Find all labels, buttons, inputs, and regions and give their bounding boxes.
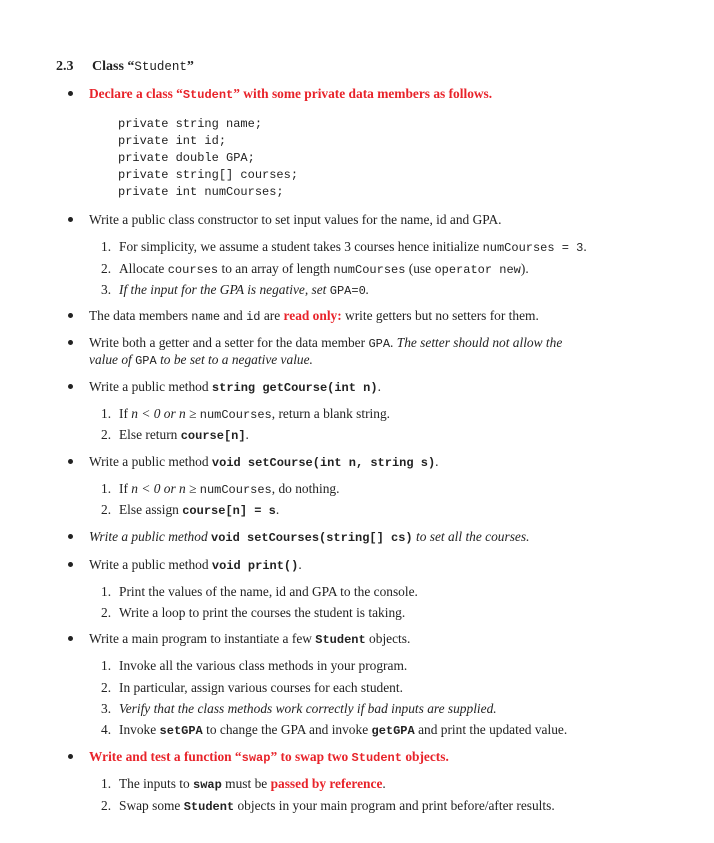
list-item: 2. Write a loop to print the courses the student is taking. [101, 605, 406, 620]
list-item: 2. Allocate courses to an array of length numCourses (use operator new). [101, 261, 529, 277]
document-page: 2.3 Class “Student” Declare a class “Student” with some private data members as follows. private string name; private int id; private double GPA; private string[] courses; private int numCourses; Write a public class constructor to set input values for the name, id and GPA. 1. For simplicity, we assume a student takes 3 courses hence initialize numCourses = 3. 2. Allocate courses to an array of length numCourses (use operator new). 3. If the input for the GPA is negative, set GPA=0. The data members name and id are read only: write getters but no setters for them. Write both a getter and a setter for the data member GPA. The setter should not allow the value of GPA to be set to a negative value. Write a public method string getCourse(int n). 1. If n < 0 or n ≥ numCourses, return a blank string. 2. Else return course[n]. Write a public method void setCourse(int n, string s). 1. If n < 0 or n ≥ numCourses, do nothing. 2. Else assign course[n] = s. Write a public method void setCourses(string[] cs) to set all the courses. Write a public method void print(). 1. Print the values of the name, id and GPA to the console. 2. Write a loop to print the courses the student is taking. Write a main program to instantiate a few Student objects. 1. Invoke all the various class methods in your program. 2. In particular, assign various courses for each student. 3. Verify that the class methods work correctly if bad inputs are supplied. 4. Invoke setGPA to change the GPA and invoke getGPA and print the updated value. Write and test a function “swap” to swap two Student objects. 1. The inputs to swap must be passed by reference. 2. Swap some Student objects in your main program and print before/after results. [56, 59, 587, 814]
list-item: 3. Verify that the class methods work correctly if bad inputs are supplied. [101, 701, 497, 716]
list-item: 1. Invoke all the various class methods in your program. [101, 658, 408, 673]
list-item: 2. Else assign course[n] = s. [101, 502, 280, 518]
list-item: 2. In particular, assign various courses for each student. [101, 680, 403, 695]
list-item: 2. Swap some Student objects in your main program and print before/after results. [101, 798, 555, 814]
code-line: private string name; [118, 117, 263, 131]
list-item: 2. Else return course[n]. [101, 427, 249, 443]
list-item: 1. Print the values of the name, id and GPA to the console. [101, 584, 418, 599]
code-line: private double GPA; [118, 151, 255, 165]
code-line: private int id; [118, 134, 227, 148]
bullet-dot [68, 91, 73, 96]
section-number: 2.3 [56, 59, 74, 74]
list-item: 1. For simplicity, we assume a student takes 3 courses hence initialize numCourses = 3. [101, 239, 587, 255]
code-block [118, 116, 298, 201]
section-title: 2.3 Class “Student” [56, 59, 194, 74]
gpa-continuation: value of GPA to be set to a negative value. [89, 352, 313, 368]
code-line: private int numCourses; [118, 185, 284, 199]
list-item: 1. If n < 0 or n ≥ numCourses, return a blank string. [101, 406, 391, 422]
code-line: private string[] courses; [118, 168, 299, 182]
list-item: 1. The inputs to swap must be passed by reference. [101, 776, 386, 792]
list-item: 3. If the input for the GPA is negative, set GPA=0. [101, 282, 370, 298]
list-item: 1. If n < 0 or n ≥ numCourses, do nothing. [101, 481, 340, 497]
list-item: 4. Invoke setGPA to change the GPA and invoke getGPA and print the updated value. [101, 722, 568, 738]
